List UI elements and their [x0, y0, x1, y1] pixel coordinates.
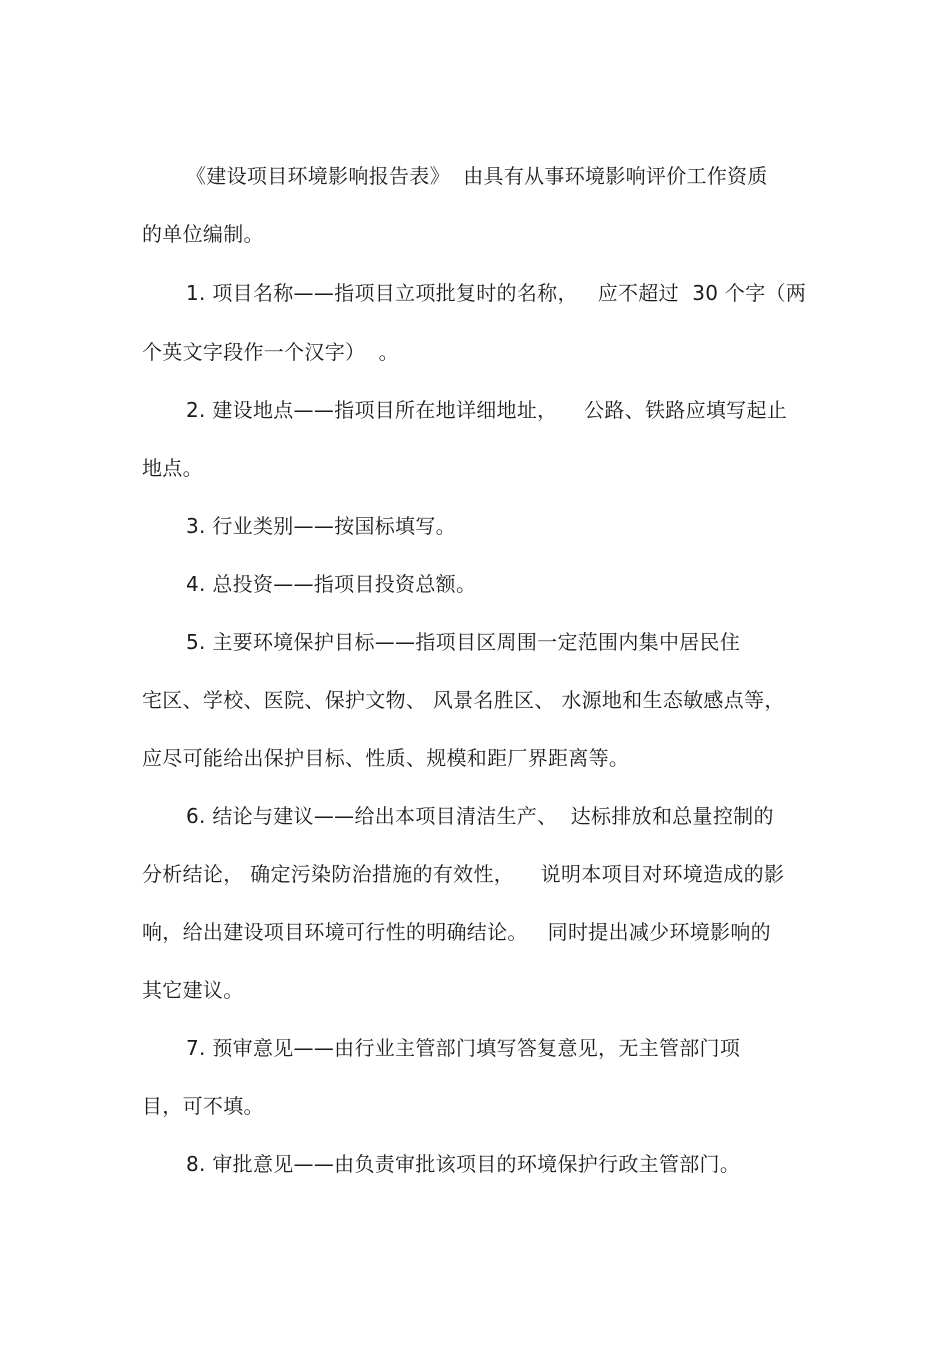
- item-3-line-1: 3. 行业类别——按国标填写。: [186, 514, 456, 538]
- item-6-line-4: 其它建议。: [142, 978, 244, 1002]
- item-4-line-1: 4. 总投资——指项目投资总额。: [186, 572, 477, 596]
- item-7-line-2: 目，可不填。: [142, 1094, 264, 1118]
- item-5-line-3: 应尽可能给出保护目标、性质、规模和距厂界距离等。: [142, 746, 630, 770]
- intro-line-1: 《建设项目环境影响报告表》 由具有从事环境影响评价工作资质: [186, 164, 768, 188]
- item-1-line-1: 1. 项目名称——指项目立项批复时的名称， 应不超过 30 个字（两: [186, 281, 807, 305]
- item-1-line-2: 个英文字段作一个汉字） 。: [142, 340, 399, 364]
- item-6-line-2: 分析结论， 确定污染防治措施的有效性， 说明本项目对环境造成的影: [142, 862, 785, 886]
- intro-line-2: 的单位编制。: [142, 222, 264, 246]
- item-6-line-1: 6. 结论与建议——给出本项目清洁生产、 达标排放和总量控制的: [186, 804, 774, 828]
- item-8-line-1: 8. 审批意见——由负责审批该项目的环境保护行政主管部门。: [186, 1152, 741, 1176]
- item-2-line-2: 地点。: [142, 456, 203, 480]
- item-2-line-1: 2. 建设地点——指项目所在地详细地址， 公路、铁路应填写起止: [186, 398, 788, 422]
- item-5-line-1: 5. 主要环境保护目标——指项目区周围一定范围内集中居民住: [186, 630, 741, 654]
- item-6-line-3: 响，给出建设项目环境可行性的明确结论。 同时提出减少环境影响的: [142, 920, 771, 944]
- item-7-line-1: 7. 预审意见——由行业主管部门填写答复意见，无主管部门项: [186, 1036, 741, 1060]
- item-5-line-2: 宅区、学校、医院、保护文物、 风景名胜区、 水源地和生态敏感点等，: [142, 688, 785, 712]
